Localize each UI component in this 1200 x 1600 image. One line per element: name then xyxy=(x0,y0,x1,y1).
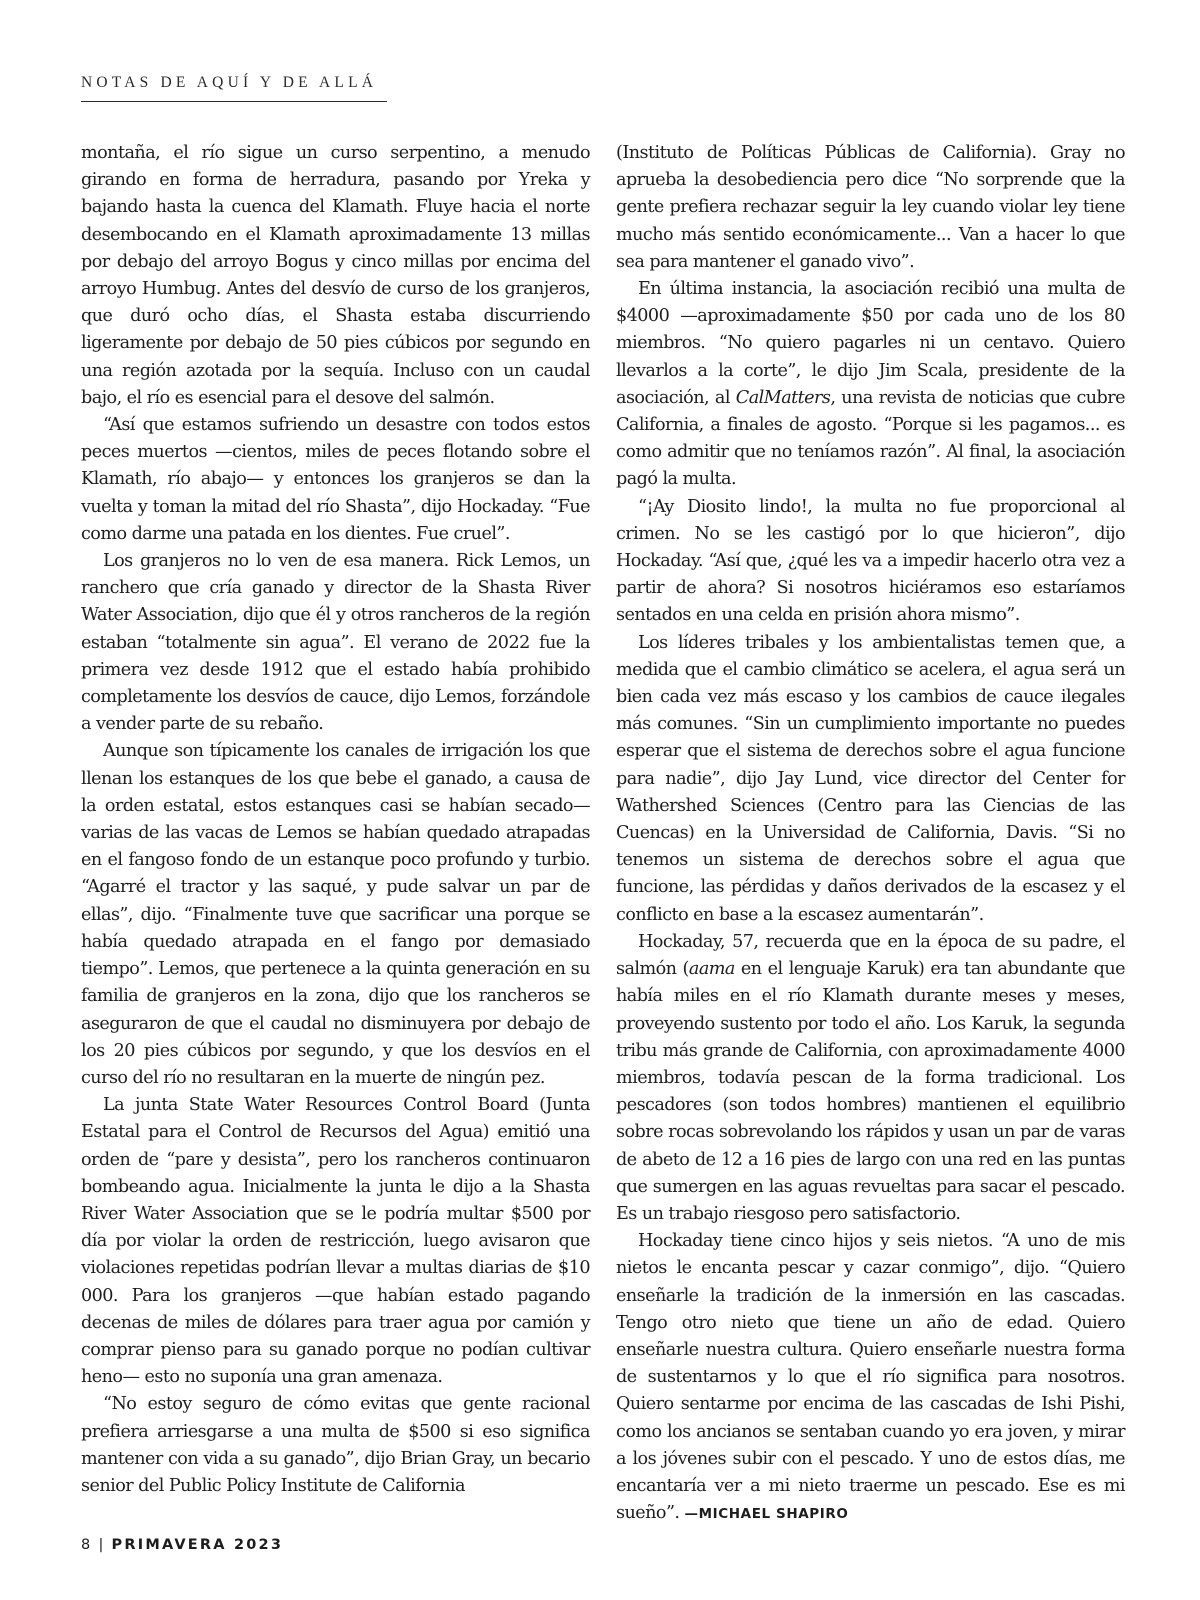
paragraph: montaña, el río sigue un curso serpentino, a menudo girando en forma de herradura, pasando por Yreka y bajando hasta la cuenca del Klamath. Fluye hacia el norte desembocando en el Klamath aproximadamente 13 millas por debajo del arroyo Bogus y cinco millas por encima del arroyo Humbug. Antes del desvío de curso de los granjeros, que duró ocho días, el Shasta estaba discurriendo ligeramente por debajo de 50 pies cúbicos por segundo en una región azotada por la sequía. Incluso con un caudal bajo, el río es esencial para el desove del salmón. xyxy=(81,143,590,408)
text-run: Hockaday, 57, recuerda que en la época de su padre, el salmón ( xyxy=(616,931,1125,980)
text-run: Hockaday tiene cinco hijos y seis nietos. “A uno de mis nietos le encanta pescar y cazar conmigo”, dijo. “Quiero enseñarle la tradición de la inmersión en las cascadas. Tengo otro nieto que tiene un año de edad. Quiero enseñarle nuestra cultura. Quiero enseñarle nuestra forma de sustentarnos y lo que el río significa para nosotros. Quiero sentarme por encima de las cascadas de Ishi Pishi, como los ancianos se sentaban cuando yo era joven, y mirar a los jóvenes subir con el pescado. Y uno de estos días, me encantaría ver a mi nieto traerme un pescado. Ese es mi sueño”. xyxy=(616,1231,1125,1524)
issue-name: PRIMAVERA 2023 xyxy=(111,1537,284,1553)
paragraph: “No estoy seguro de cómo evitas que gente racional prefiera arriesgarse a una multa de $500 si eso significa mantener con vida a su ganado”, dijo Brian Gray, un becario senior del Public Policy Institute de California xyxy=(81,1394,590,1496)
page-footer xyxy=(81,1537,283,1553)
paragraph: “Así que estamos sufriendo un desastre con todos estos peces muertos —cientos, miles de peces flotando sobre el Klamath, río abajo— y entonces los granjeros se dan la vuelta y toman la mitad del río Shasta”, dijo Hockaday. “Fue como darme una patada en los dientes. Fue cruel”. xyxy=(81,415,590,544)
article-column-left xyxy=(81,140,590,1500)
paragraph: La junta State Water Resources Control Board (Junta Estatal para el Control de Recursos del Agua) emitió una orden de “pare y desista”, pero los rancheros continuaron bombeando agua. Inicialmente la junta le dijo a la Shasta River Water Association que se le podría multar $500 por día por violar la orden de restricción, luego avisaron que violaciones repetidas podrían llevar a multas diarias de $10 000. Para los granjeros —que habían estado pagando decenas de miles de dólares para traer agua por camión y comprar pienso para su ganado porque no podían cultivar heno— esto no suponía una gran amenaza. xyxy=(81,1095,590,1388)
paragraph xyxy=(616,929,1125,1228)
paragraph: Los granjeros no lo ven de esa manera. Rick Lemos, un ranchero que cría ganado y director de la Shasta River Water Association, dijo que él y otros rancheros de la región estaban “totalmente sin agua”. El verano de 2022 fue la primera vez desde 1912 que el estado había prohibido completamente los desvíos de cauce, dijo Lemos, forzándole a vender parte de su rebaño. xyxy=(81,551,590,735)
paragraph: “¡Ay Diosito lindo!, la multa no fue proporcional al crimen. No se les castigó por lo que hicieron”, dijo Hockaday. “Así que, ¿qué les va a impedir hacerlo otra vez a partir de ahora? Si nosotros hiciéramos eso estaríamos sentados en una celda en prisión ahora mismo”. xyxy=(616,496,1125,626)
paragraph xyxy=(616,276,1125,494)
page-number: 8 xyxy=(81,1537,93,1553)
paragraph: (Instituto de Políticas Públicas de California). Gray no aprueba la desobediencia pero dice “No sorprende que la gente prefiera rechazar seguir la ley cuando violar ley tiene mucho más sentido económicamente... Van a hacer lo que sea para mantener el ganado vivo”. xyxy=(616,143,1125,272)
author-byline: —MICHAEL SHAPIRO xyxy=(684,1506,849,1523)
article-column-right xyxy=(616,140,1125,1528)
paragraph xyxy=(616,1228,1125,1528)
text-run: En última instancia, la asociación recibió una multa de $4000 —aproximadamente $50 por cada uno de los 80 miembros. “No quiero pagarles ni un centavo. Quiero llevarlos a la corte”, le dijo Jim Scala, presidente de la asociación, al xyxy=(616,279,1125,408)
paragraph: Aunque son típicamente los canales de irrigación los que llenan los estanques de los que bebe el ganado, a causa de la orden estatal, estos estanques casi se habían secado— varias de las vacas de Lemos se habían quedado atrapadas en el fangoso fondo de un estanque poco profundo y turbio. “Agarré el tractor y las saqué, y pude salvar un par de ellas”, dijo. “Finalmente tuve que sacrificar una porque se había quedado atrapada en el fango por demasiado tiempo”. Lemos, que pertenece a la quinta generación en su familia de granjeros en la zona, dijo que los rancheros se aseguraron de que el caudal no disminuyera por debajo de los 20 pies cúbicos por segundo, y que los desvíos en el curso del río no resultaran en la muerte de ningún pez. xyxy=(81,741,590,1088)
text-run: , una revista de noticias que cubre California, a finales de agosto. “Porque si les pagamos... es como admitir que no teníamos razón”. Al final, la asociación pagó la multa. xyxy=(616,387,1125,490)
karuk-word: aama xyxy=(688,959,735,980)
text-run: en el lenguaje Karuk) era tan abundante que había miles en el río Klamath durante meses y meses, proveyendo sustento por todo el año. Los Karuk, la segunda tribu más grande de California, con aproximadamente 4000 miembros, todavía pescan de la forma tradicional. Los pescadores (son todos hombres) mantienen el equilibrio sobre rocas sobrevolando los rápidos y usan un par de varas de abeto de 12 a 16 pies de largo con una red en las puntas que sumergen en las aguas revueltas para sacar el pescado. Es un trabajo riesgoso pero satisfactorio. xyxy=(616,959,1126,1224)
publication-name: CalMatters xyxy=(735,387,831,408)
paragraph: Los líderes tribales y los ambientalistas temen que, a medida que el cambio climático se acelera, el agua será un bien cada vez más escaso y los cambios de cauce ilegales más comunes. “Sin un cumplimiento importante no puedes esperar que el sistema de derechos sobre el agua funcione para nadie”, dijo Jay Lund, vice director del Center for Wathershed Sciences (Centro para las Ciencias de las Cuencas) en la Universidad de California, Davis. “Si no tenemos un sistema de derechos sobre el agua que funcione, las pérdidas y daños derivados de la escasez y el conflicto en base a la escasez aumentarán”. xyxy=(616,632,1125,925)
footer-separator: | xyxy=(98,1537,106,1553)
header-rule xyxy=(81,101,387,102)
section-title: NOTAS DE AQUÍ Y DE ALLÁ xyxy=(81,74,378,91)
